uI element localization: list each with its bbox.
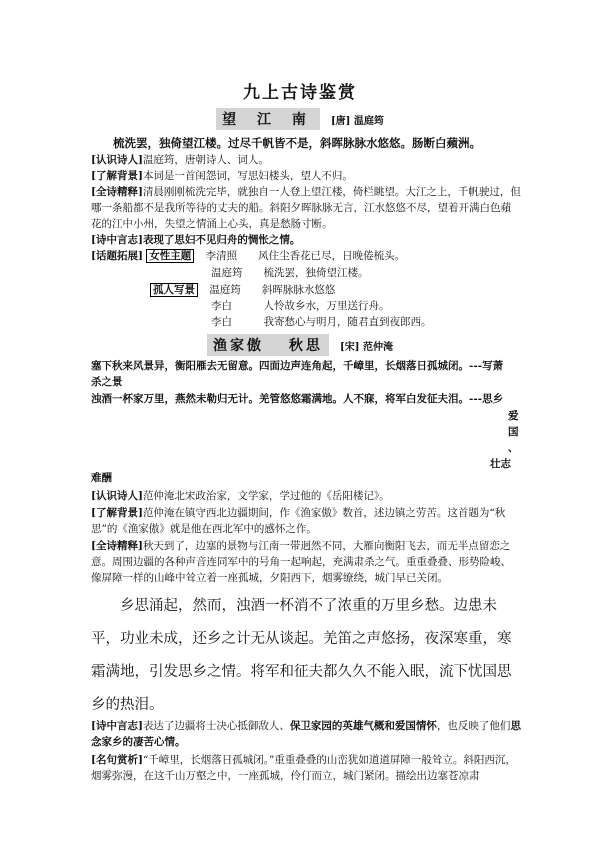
poem1-topic-row1 [91, 248, 521, 264]
poem1-theme-tag: [诗中言志] [91, 234, 143, 246]
side-char-3: 、 [508, 442, 519, 454]
poem2-theme-tag: [诗中言志] [91, 720, 143, 732]
poem2-analysis-text: 秋天到了，边塞的景物与江南一带迥然不同，大雁向衡阳飞去，而无半点留恋之意。周围边疆的各种声音连同军中的号角一起响起，充满肃杀之气。重重叠叠、形势险峻、像屏障一样的山峰中耸立着一座孤城，夕阳西下，烟雾缭绕，城门早已关闭。 [91, 540, 511, 584]
poem1-theme [91, 232, 521, 248]
poem2-name: 渔家傲 秋思 [207, 334, 329, 356]
poem2-theme-text-2: 保卫家园的英雄气概和爱国情怀 [289, 720, 437, 732]
poem2-theme-text-4: 思念家乡的凄苦心情。 [91, 720, 521, 748]
topic-row-1: 李清照 风住尘香花已尽，日晚倦梳头。 [205, 250, 406, 262]
side-char-1: 爱 [508, 410, 519, 422]
topic-row-4: 李白 人怜故乡水，万里送行舟。 [211, 300, 390, 312]
poem1-meta: [唐] 温庭筠 [330, 115, 384, 127]
poem1-analysis-text: 清晨刚刚梳洗完毕，就独自一人登上望江楼，倚栏眺望。大江之上，千帆驶过，但哪一条船都不是我所等待的丈夫的船。斜阳夕晖脉脉无言，江水悠悠不尽，望着开满白色蘋花的江中小州，失望之情涌上心头，真是愁肠寸断。 [91, 186, 521, 230]
poem1-background [91, 168, 521, 184]
topic-female-box: 女性主题 [146, 249, 194, 263]
poem2-analysis-tag: [全诗精释] [91, 540, 143, 552]
poem1-header [0, 108, 600, 130]
topic-row-3: 温庭筠 斜晖脉脉水悠悠 [209, 284, 336, 296]
poem2-verse2: 浊酒一杯家万里，燕然未勒归无计。羌管悠悠霜满地。人不寐，将军白发征夫泪。---思乡 [91, 393, 504, 405]
poem1-bg-text: 本词是一首闺怨词，写思妇楼头，望人不归。 [142, 170, 353, 182]
poem2-theme [91, 718, 521, 750]
poem2-theme-text-1: 表达了边疆将士决心抵御敌人、 [142, 720, 290, 732]
poem2-poet-text: 范仲淹北宋政治家，文学家，学过他的《岳阳楼记》。 [142, 490, 390, 502]
poem1-poet-tag: [认识诗人] [91, 154, 143, 166]
poem2-quote-text: “千嶂里，长烟落日孤城闭。”重重叠叠的山峦犹如道道屏障一般耸立。斜阳西沉，烟雾弥漫，在这千山万壑之中，一座孤城，伶仃而立，城门紧闭。描绘出边塞苍凉肃 [91, 754, 516, 782]
side-char-2: 国 [508, 426, 519, 438]
poem1-verse: 梳洗罢，独倚望江楼。过尽千帆皆不是，斜晖脉脉水悠悠。肠断白蘋洲。 [113, 136, 481, 150]
poem1-bg-tag: [了解背景] [91, 170, 143, 182]
poem2-analysis [91, 538, 521, 586]
poem2-quote [91, 752, 521, 784]
poem1-topic-tag: [话题拓展] [91, 250, 143, 262]
poem2-poet-tag: [认识诗人] [91, 490, 143, 502]
side-char-4: 壮志 [490, 458, 511, 470]
poem2-bg-tag: [了解背景] [91, 507, 143, 519]
poem2-quote-tag: [名句赏析] [91, 754, 143, 766]
poem1-topic-row3 [150, 282, 580, 298]
poem2-background [91, 505, 521, 537]
poem2-large-paragraph: 乡思涌起，然而，浊酒一杯消不了浓重的万里乡愁。边患未平，功业未成，还乡之计无从谈起。羌笛之声悠扬，夜深寒重，寒霜满地，引发思乡之情。将军和征夫都久久不能入眠，流下忧国思乡的热泪。 [91, 598, 512, 713]
page-title: 九上古诗鉴赏 [243, 83, 357, 103]
poem2-header [0, 334, 600, 356]
poem1-poet [91, 152, 521, 168]
poem2-verse1b: 杀之景 [91, 376, 123, 388]
poem2-theme-text-3: ，也反映了他们 [436, 720, 511, 732]
poem1-analysis-tag: [全诗精释] [91, 186, 143, 198]
poem1-poet-text: 温庭筠，唐朝诗人、词人。 [142, 154, 269, 166]
poem1-theme-text: 表现了思妇不见归舟的惆怅之情。 [142, 234, 301, 246]
poem2-meta: [宋] 范仲淹 [340, 341, 393, 353]
topic-lonely-box: 孤人写景 [150, 283, 198, 297]
poem2-verse1: 塞下秋来风景异，衡阳雁去无留意。四面边声连角起，千嶂里，长烟落日孤城闭。---写萧 [91, 360, 504, 372]
poem2-bg-text: 范仲淹在镇守西北边疆期间，作《渔家傲》数首，述边镇之劳苦。这首题为“秋思”的《渔家傲》就是他在西北军中的感怀之作。 [91, 507, 506, 535]
topic-row-5: 李白 我寄愁心与明月，随君直到夜郎西。 [211, 316, 432, 328]
poem2-verse2b: 难酬 [91, 472, 112, 484]
poem1-analysis [91, 184, 521, 232]
poem2-poet [91, 488, 521, 504]
poem1-name: 望 江 南 [216, 108, 320, 130]
topic-row-2: 温庭筠 梳洗罢，独倚望江楼。 [211, 267, 369, 279]
